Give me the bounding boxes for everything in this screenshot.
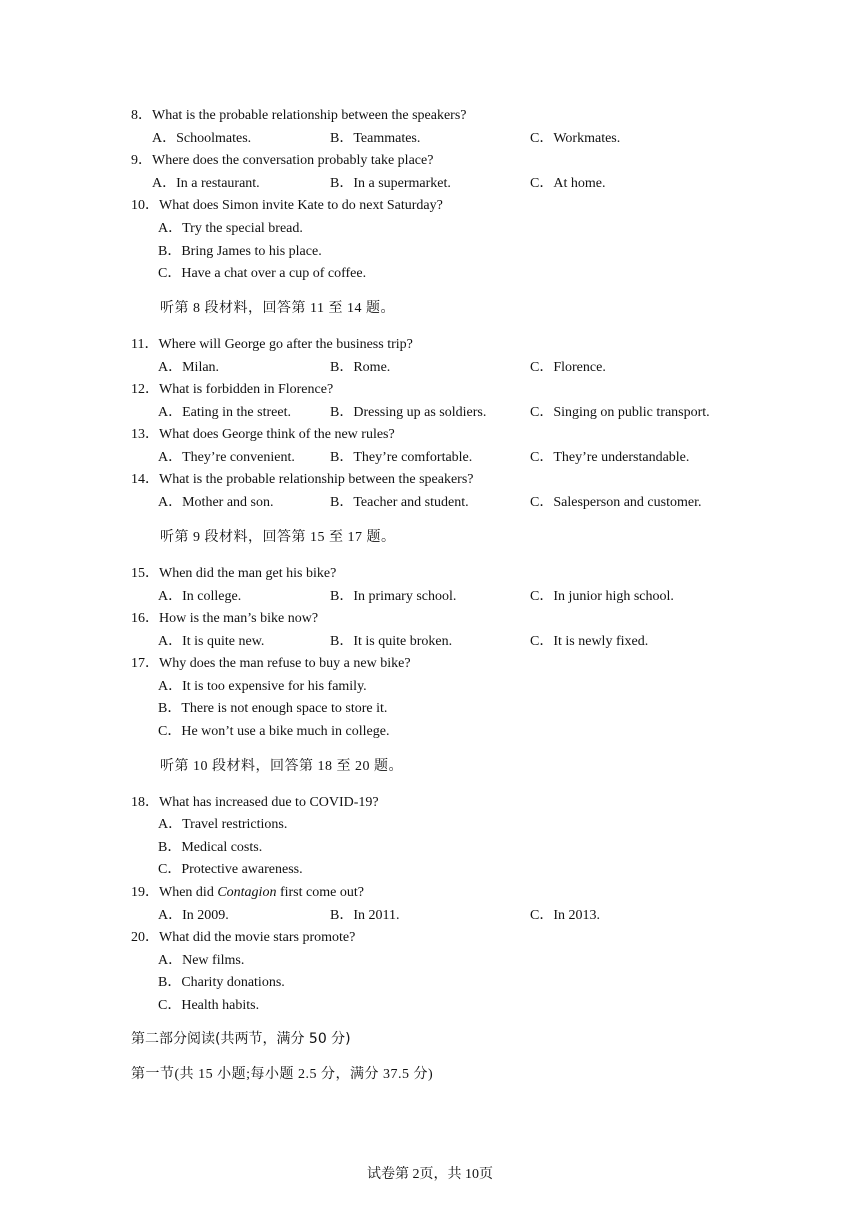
- option-18b: B．Medical costs.: [158, 840, 263, 855]
- option-8c: C．Workmates.: [530, 131, 621, 146]
- option-9b: B．In a supermarket.: [330, 176, 451, 191]
- question-14: 14．What is the probable relationship between the speakers?: [131, 472, 474, 487]
- option-19a: A．In 2009.: [158, 908, 229, 923]
- option-13c: C．They’re understandable.: [530, 450, 690, 465]
- instruction-2: 听第 9 段材料，回答第 15 至 17 题。: [160, 530, 396, 545]
- page-footer: 试卷第 2页，共 10页: [367, 1167, 493, 1182]
- option-16b: B．It is quite broken.: [330, 634, 453, 649]
- option-20c: C．Health habits.: [158, 998, 260, 1013]
- part-two-heading: 第二部分阅读(共两节，满分 50 分): [131, 1031, 351, 1047]
- option-11c: C．Florence.: [530, 360, 606, 375]
- option-12a: A．Eating in the street.: [158, 405, 291, 420]
- section-one-heading: 第一节(共 15 小题;每小题 2.5 分，满分 37.5 分): [131, 1067, 434, 1082]
- option-8a: A．Schoolmates.: [152, 131, 252, 146]
- option-16c: C．It is newly fixed.: [530, 634, 649, 649]
- option-9c: C．At home.: [530, 176, 606, 191]
- instruction-1: 听第 8 段材料，回答第 11 至 14 题。: [160, 301, 395, 316]
- option-15c: C．In junior high school.: [530, 589, 674, 604]
- option-10c: C．Have a chat over a cup of coffee.: [158, 266, 367, 281]
- option-18a: A．Travel restrictions.: [158, 817, 288, 832]
- option-10a: A．Try the special bread.: [158, 221, 303, 236]
- option-17b: B．There is not enough space to store it.: [158, 701, 388, 716]
- option-9a: A．In a restaurant.: [152, 176, 260, 191]
- option-20b: B．Charity donations.: [158, 975, 285, 990]
- option-13b: B．They’re comfortable.: [330, 450, 473, 465]
- option-19c: C．In 2013.: [530, 908, 600, 923]
- option-13a: A．They’re convenient.: [158, 450, 295, 465]
- option-15a: A．In college.: [158, 589, 242, 604]
- option-16a: A．It is quite new.: [158, 634, 265, 649]
- question-19-suffix: first come out?: [276, 885, 364, 900]
- option-18c: C．Protective awareness.: [158, 862, 303, 877]
- question-9: 9．Where does the conversation probably take place?: [131, 153, 434, 168]
- option-11b: B．Rome.: [330, 360, 391, 375]
- question-18: 18．What has increased due to COVID-19?: [131, 795, 379, 810]
- question-20: 20．What did the movie stars promote?: [131, 930, 356, 945]
- instruction-3: 听第 10 段材料，回答第 18 至 20 题。: [160, 759, 403, 774]
- option-17c: C．He won’t use a bike much in college.: [158, 724, 390, 739]
- option-15b: B．In primary school.: [330, 589, 457, 604]
- option-19b: B．In 2011.: [330, 908, 400, 923]
- question-19-prefix: 19．When did: [131, 885, 218, 900]
- option-17a: A．It is too expensive for his family.: [158, 679, 367, 694]
- question-12: 12．What is forbidden in Florence?: [131, 382, 334, 397]
- option-11a: A．Milan.: [158, 360, 220, 375]
- option-14c: C．Salesperson and customer.: [530, 495, 702, 510]
- option-8b: B．Teammates.: [330, 131, 421, 146]
- option-12c: C．Singing on public transport.: [530, 405, 710, 420]
- option-20a: A．New films.: [158, 953, 245, 968]
- question-17: 17．Why does the man refuse to buy a new bike?: [131, 656, 411, 671]
- option-12b: B．Dressing up as soldiers.: [330, 405, 487, 420]
- option-14b: B．Teacher and student.: [330, 495, 469, 510]
- movie-title: Contagion: [217, 885, 277, 900]
- question-13: 13．What does George think of the new rules?: [131, 427, 395, 442]
- question-16: 16．How is the man’s bike now?: [131, 611, 319, 626]
- option-10b: B．Bring James to his place.: [158, 244, 322, 259]
- question-15: 15．When did the man get his bike?: [131, 566, 337, 581]
- option-14a: A．Mother and son.: [158, 495, 274, 510]
- question-19: [131, 884, 364, 902]
- question-10: 10．What does Simon invite Kate to do next Saturday?: [131, 198, 443, 213]
- question-8: 8．What is the probable relationship between the speakers?: [131, 108, 467, 123]
- question-11: 11．Where will George go after the business trip?: [131, 337, 413, 352]
